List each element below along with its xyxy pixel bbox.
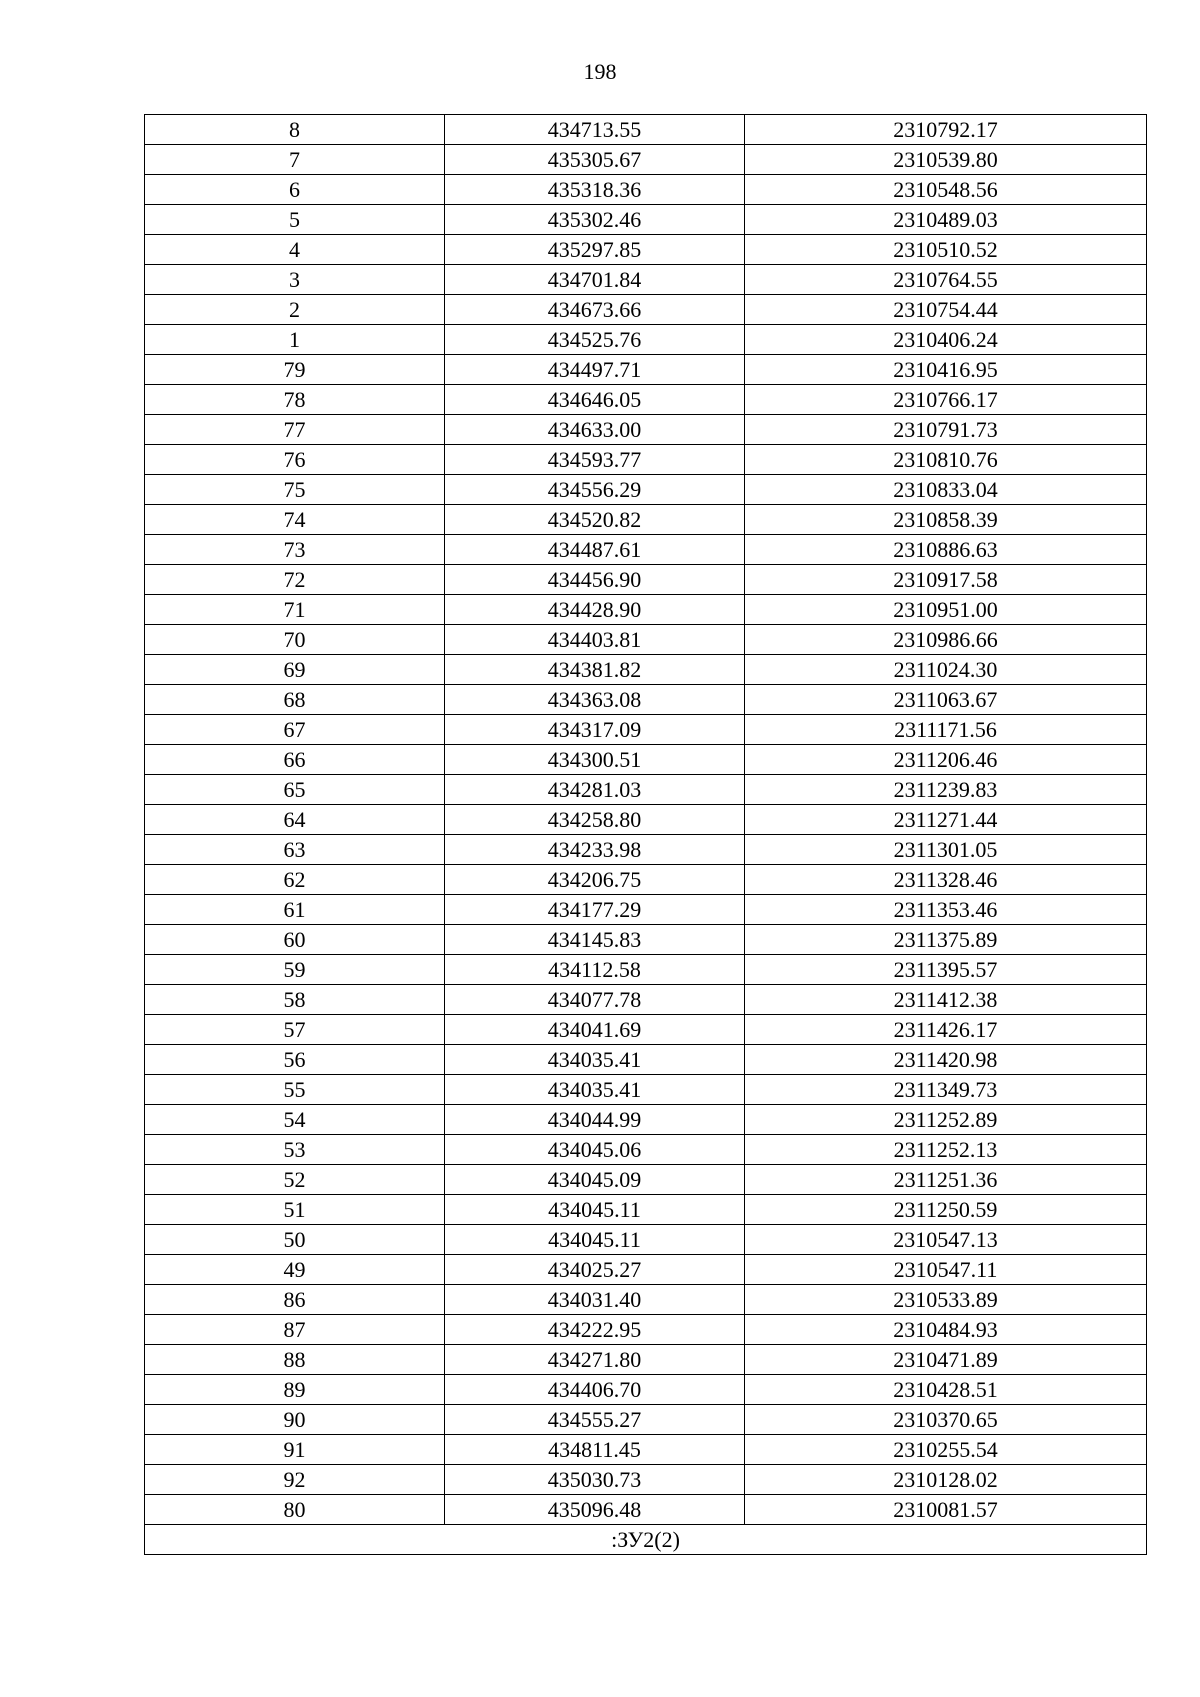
y-coordinate-cell: 2311328.46 (745, 865, 1147, 895)
point-number-cell: 90 (145, 1405, 445, 1435)
x-coordinate-cell: 434031.40 (445, 1285, 745, 1315)
y-coordinate-cell: 2310766.17 (745, 385, 1147, 415)
y-coordinate-cell: 2310810.76 (745, 445, 1147, 475)
point-number-cell: 92 (145, 1465, 445, 1495)
y-coordinate-cell: 2311250.59 (745, 1195, 1147, 1225)
y-coordinate-cell: 2311395.57 (745, 955, 1147, 985)
table-row (145, 955, 1147, 985)
y-coordinate-cell: 2311251.36 (745, 1165, 1147, 1195)
x-coordinate-cell: 435318.36 (445, 175, 745, 205)
x-coordinate-cell: 434811.45 (445, 1435, 745, 1465)
x-coordinate-cell: 434520.82 (445, 505, 745, 535)
y-coordinate-cell: 2311301.05 (745, 835, 1147, 865)
point-number-cell: 87 (145, 1315, 445, 1345)
y-coordinate-cell: 2310484.93 (745, 1315, 1147, 1345)
table-row (145, 1345, 1147, 1375)
table-row (145, 1465, 1147, 1495)
table-row (145, 1255, 1147, 1285)
y-coordinate-cell: 2311206.46 (745, 745, 1147, 775)
y-coordinate-cell: 2310510.52 (745, 235, 1147, 265)
table-row (145, 535, 1147, 565)
parcel-label: :ЗУ2(2) (145, 1525, 1147, 1555)
y-coordinate-cell: 2310986.66 (745, 625, 1147, 655)
x-coordinate-cell: 434381.82 (445, 655, 745, 685)
table-row (145, 205, 1147, 235)
y-coordinate-cell: 2310547.13 (745, 1225, 1147, 1255)
y-coordinate-cell: 2311171.56 (745, 715, 1147, 745)
point-number-cell: 54 (145, 1105, 445, 1135)
table-row (145, 475, 1147, 505)
x-coordinate-cell: 434271.80 (445, 1345, 745, 1375)
point-number-cell: 51 (145, 1195, 445, 1225)
y-coordinate-cell: 2310255.54 (745, 1435, 1147, 1465)
x-coordinate-cell: 434317.09 (445, 715, 745, 745)
point-number-cell: 89 (145, 1375, 445, 1405)
table-row (145, 235, 1147, 265)
x-coordinate-cell: 434525.76 (445, 325, 745, 355)
point-number-cell: 61 (145, 895, 445, 925)
y-coordinate-cell: 2310081.57 (745, 1495, 1147, 1525)
x-coordinate-cell: 434487.61 (445, 535, 745, 565)
x-coordinate-cell: 434045.11 (445, 1225, 745, 1255)
table-row (145, 625, 1147, 655)
point-number-cell: 71 (145, 595, 445, 625)
y-coordinate-cell: 2310533.89 (745, 1285, 1147, 1315)
table-row (145, 565, 1147, 595)
y-coordinate-cell: 2311349.73 (745, 1075, 1147, 1105)
y-coordinate-cell: 2310764.55 (745, 265, 1147, 295)
point-number-cell: 88 (145, 1345, 445, 1375)
x-coordinate-cell: 434041.69 (445, 1015, 745, 1045)
point-number-cell: 70 (145, 625, 445, 655)
x-coordinate-cell: 434077.78 (445, 985, 745, 1015)
point-number-cell: 52 (145, 1165, 445, 1195)
coordinates-table-body (145, 115, 1147, 1525)
x-coordinate-cell: 434673.66 (445, 295, 745, 325)
table-row (145, 1405, 1147, 1435)
table-row (145, 355, 1147, 385)
point-number-cell: 67 (145, 715, 445, 745)
table-row (145, 1075, 1147, 1105)
y-coordinate-cell: 2310858.39 (745, 505, 1147, 535)
point-number-cell: 69 (145, 655, 445, 685)
x-coordinate-cell: 434206.75 (445, 865, 745, 895)
point-number-cell: 56 (145, 1045, 445, 1075)
point-number-cell: 80 (145, 1495, 445, 1525)
point-number-cell: 63 (145, 835, 445, 865)
table-row (145, 1435, 1147, 1465)
y-coordinate-cell: 2310128.02 (745, 1465, 1147, 1495)
table-row (145, 895, 1147, 925)
x-coordinate-cell: 434403.81 (445, 625, 745, 655)
y-coordinate-cell: 2311252.13 (745, 1135, 1147, 1165)
x-coordinate-cell: 434112.58 (445, 955, 745, 985)
page-number: 198 (583, 59, 617, 84)
y-coordinate-cell: 2311024.30 (745, 655, 1147, 685)
x-coordinate-cell: 434233.98 (445, 835, 745, 865)
x-coordinate-cell: 434145.83 (445, 925, 745, 955)
x-coordinate-cell: 434633.00 (445, 415, 745, 445)
x-coordinate-cell: 434646.05 (445, 385, 745, 415)
y-coordinate-cell: 2310548.56 (745, 175, 1147, 205)
point-number-cell: 66 (145, 745, 445, 775)
point-number-cell: 72 (145, 565, 445, 595)
y-coordinate-cell: 2310754.44 (745, 295, 1147, 325)
x-coordinate-cell: 434593.77 (445, 445, 745, 475)
point-number-cell: 49 (145, 1255, 445, 1285)
table-row (145, 595, 1147, 625)
x-coordinate-cell: 434222.95 (445, 1315, 745, 1345)
y-coordinate-cell: 2311271.44 (745, 805, 1147, 835)
table-row (145, 865, 1147, 895)
y-coordinate-cell: 2310791.73 (745, 415, 1147, 445)
table-row (145, 685, 1147, 715)
point-number-cell: 58 (145, 985, 445, 1015)
point-number-cell: 50 (145, 1225, 445, 1255)
point-number-cell: 73 (145, 535, 445, 565)
table-row (145, 1375, 1147, 1405)
table-row (145, 1195, 1147, 1225)
x-coordinate-cell: 434177.29 (445, 895, 745, 925)
table-row (145, 1135, 1147, 1165)
y-coordinate-cell: 2310951.00 (745, 595, 1147, 625)
x-coordinate-cell: 435030.73 (445, 1465, 745, 1495)
table-row (145, 175, 1147, 205)
x-coordinate-cell: 434045.11 (445, 1195, 745, 1225)
table-row (145, 745, 1147, 775)
table-row (145, 775, 1147, 805)
point-number-cell: 75 (145, 475, 445, 505)
point-number-cell: 1 (145, 325, 445, 355)
point-number-cell: 77 (145, 415, 445, 445)
point-number-cell: 7 (145, 145, 445, 175)
table-row (145, 715, 1147, 745)
point-number-cell: 64 (145, 805, 445, 835)
x-coordinate-cell: 434456.90 (445, 565, 745, 595)
x-coordinate-cell: 434363.08 (445, 685, 745, 715)
x-coordinate-cell: 434045.09 (445, 1165, 745, 1195)
table-row (145, 145, 1147, 175)
x-coordinate-cell: 434044.99 (445, 1105, 745, 1135)
x-coordinate-cell: 434555.27 (445, 1405, 745, 1435)
x-coordinate-cell: 434025.27 (445, 1255, 745, 1285)
table-row (145, 295, 1147, 325)
point-number-cell: 74 (145, 505, 445, 535)
y-coordinate-cell: 2311063.67 (745, 685, 1147, 715)
point-number-cell: 8 (145, 115, 445, 145)
x-coordinate-cell: 435305.67 (445, 145, 745, 175)
table-footer-row (145, 1525, 1147, 1555)
table-row (145, 445, 1147, 475)
x-coordinate-cell: 434701.84 (445, 265, 745, 295)
y-coordinate-cell: 2310406.24 (745, 325, 1147, 355)
x-coordinate-cell: 434428.90 (445, 595, 745, 625)
table-row (145, 1015, 1147, 1045)
point-number-cell: 79 (145, 355, 445, 385)
x-coordinate-cell: 434497.71 (445, 355, 745, 385)
coordinates-table (144, 114, 1147, 1555)
x-coordinate-cell: 434556.29 (445, 475, 745, 505)
x-coordinate-cell: 434035.41 (445, 1045, 745, 1075)
point-number-cell: 68 (145, 685, 445, 715)
y-coordinate-cell: 2311412.38 (745, 985, 1147, 1015)
y-coordinate-cell: 2310539.80 (745, 145, 1147, 175)
y-coordinate-cell: 2311252.89 (745, 1105, 1147, 1135)
x-coordinate-cell: 434035.41 (445, 1075, 745, 1105)
table-row (145, 1105, 1147, 1135)
y-coordinate-cell: 2311426.17 (745, 1015, 1147, 1045)
x-coordinate-cell: 434300.51 (445, 745, 745, 775)
x-coordinate-cell: 435096.48 (445, 1495, 745, 1525)
table-row (145, 1495, 1147, 1525)
table-row (145, 655, 1147, 685)
point-number-cell: 59 (145, 955, 445, 985)
point-number-cell: 65 (145, 775, 445, 805)
table-row (145, 985, 1147, 1015)
y-coordinate-cell: 2311420.98 (745, 1045, 1147, 1075)
y-coordinate-cell: 2310471.89 (745, 1345, 1147, 1375)
y-coordinate-cell: 2311375.89 (745, 925, 1147, 955)
point-number-cell: 53 (145, 1135, 445, 1165)
point-number-cell: 91 (145, 1435, 445, 1465)
x-coordinate-cell: 434713.55 (445, 115, 745, 145)
y-coordinate-cell: 2310489.03 (745, 205, 1147, 235)
point-number-cell: 78 (145, 385, 445, 415)
point-number-cell: 5 (145, 205, 445, 235)
table-row (145, 835, 1147, 865)
y-coordinate-cell: 2310416.95 (745, 355, 1147, 385)
table-row (145, 1315, 1147, 1345)
point-number-cell: 55 (145, 1075, 445, 1105)
x-coordinate-cell: 435302.46 (445, 205, 745, 235)
point-number-cell: 6 (145, 175, 445, 205)
table-row (145, 265, 1147, 295)
table-row (145, 505, 1147, 535)
x-coordinate-cell: 434258.80 (445, 805, 745, 835)
y-coordinate-cell: 2310428.51 (745, 1375, 1147, 1405)
point-number-cell: 4 (145, 235, 445, 265)
table-row (145, 325, 1147, 355)
y-coordinate-cell: 2311239.83 (745, 775, 1147, 805)
y-coordinate-cell: 2310792.17 (745, 115, 1147, 145)
point-number-cell: 2 (145, 295, 445, 325)
y-coordinate-cell: 2311353.46 (745, 895, 1147, 925)
table-row (145, 925, 1147, 955)
table-row (145, 415, 1147, 445)
x-coordinate-cell: 434281.03 (445, 775, 745, 805)
table-row (145, 805, 1147, 835)
y-coordinate-cell: 2310917.58 (745, 565, 1147, 595)
y-coordinate-cell: 2310886.63 (745, 535, 1147, 565)
table-row (145, 1165, 1147, 1195)
point-number-cell: 86 (145, 1285, 445, 1315)
point-number-cell: 3 (145, 265, 445, 295)
table-row (145, 1285, 1147, 1315)
table-row (145, 115, 1147, 145)
point-number-cell: 62 (145, 865, 445, 895)
point-number-cell: 76 (145, 445, 445, 475)
point-number-cell: 60 (145, 925, 445, 955)
table-row (145, 1225, 1147, 1255)
x-coordinate-cell: 434406.70 (445, 1375, 745, 1405)
point-number-cell: 57 (145, 1015, 445, 1045)
x-coordinate-cell: 435297.85 (445, 235, 745, 265)
x-coordinate-cell: 434045.06 (445, 1135, 745, 1165)
table-row (145, 385, 1147, 415)
y-coordinate-cell: 2310833.04 (745, 475, 1147, 505)
y-coordinate-cell: 2310370.65 (745, 1405, 1147, 1435)
table-row (145, 1045, 1147, 1075)
y-coordinate-cell: 2310547.11 (745, 1255, 1147, 1285)
